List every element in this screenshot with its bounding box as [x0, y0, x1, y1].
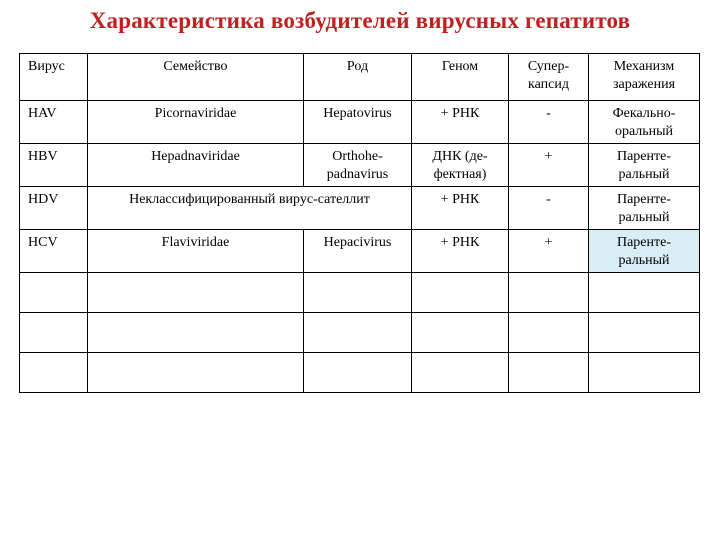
- empty-row: [20, 313, 700, 353]
- header-family: Семейство: [88, 54, 304, 101]
- page-title: Характеристика возбудителей вирусных гепатитов: [89, 8, 631, 33]
- cell-genome: + РНК: [412, 101, 509, 144]
- empty-cell: [589, 353, 700, 393]
- header-virus: Вирус: [20, 54, 88, 101]
- empty-cell: [509, 313, 589, 353]
- header-genus: Род: [304, 54, 412, 101]
- cell-genome: + РНК: [412, 187, 509, 230]
- cell-genus: Hepatovirus: [304, 101, 412, 144]
- empty-cell: [412, 313, 509, 353]
- cell-mechanism: Паренте- ральный: [589, 144, 700, 187]
- table-row: [20, 101, 700, 144]
- cell-genome: + РНК: [412, 230, 509, 273]
- cell-supercapsid: -: [509, 101, 589, 144]
- hepatitis-viruses-table: [19, 53, 700, 393]
- header-genome: Геном: [412, 54, 509, 101]
- empty-cell: [20, 353, 88, 393]
- cell-virus: HBV: [20, 144, 88, 187]
- cell-family: Picornaviridae: [88, 101, 304, 144]
- empty-cell: [304, 353, 412, 393]
- cell-supercapsid: +: [509, 144, 589, 187]
- empty-cell: [20, 313, 88, 353]
- cell-family: Hepadnaviridae: [88, 144, 304, 187]
- header-supercapsid: Супер- капсид: [509, 54, 589, 101]
- cell-mechanism: Фекально- оральный: [589, 101, 700, 144]
- empty-row: [20, 353, 700, 393]
- empty-cell: [412, 273, 509, 313]
- empty-cell: [88, 313, 304, 353]
- table-row: [20, 187, 700, 230]
- empty-cell: [88, 273, 304, 313]
- cell-supercapsid: +: [509, 230, 589, 273]
- empty-row: [20, 273, 700, 313]
- cell-virus: HDV: [20, 187, 88, 230]
- cell-supercapsid: -: [509, 187, 589, 230]
- cell-genus: Orthohe- padnavirus: [304, 144, 412, 187]
- cell-virus: HAV: [20, 101, 88, 144]
- table-header-row: [20, 54, 700, 101]
- empty-cell: [20, 273, 88, 313]
- cell-family-genus-merged: Неклассифицированный вирус-сателлит: [88, 187, 412, 230]
- header-mechanism: Механизм заражения: [589, 54, 700, 101]
- empty-cell: [509, 353, 589, 393]
- empty-cell: [589, 273, 700, 313]
- cell-family: Flaviviridae: [88, 230, 304, 273]
- cell-virus: HCV: [20, 230, 88, 273]
- cell-mechanism-highlighted: Паренте- ральный: [589, 230, 700, 273]
- empty-cell: [412, 353, 509, 393]
- empty-cell: [589, 313, 700, 353]
- cell-genus: Hepacivirus: [304, 230, 412, 273]
- empty-cell: [509, 273, 589, 313]
- table-row: [20, 230, 700, 273]
- table-row: [20, 144, 700, 187]
- cell-genome: ДНК (де- фектная): [412, 144, 509, 187]
- empty-cell: [304, 313, 412, 353]
- empty-cell: [304, 273, 412, 313]
- cell-mechanism: Паренте- ральный: [589, 187, 700, 230]
- empty-cell: [88, 353, 304, 393]
